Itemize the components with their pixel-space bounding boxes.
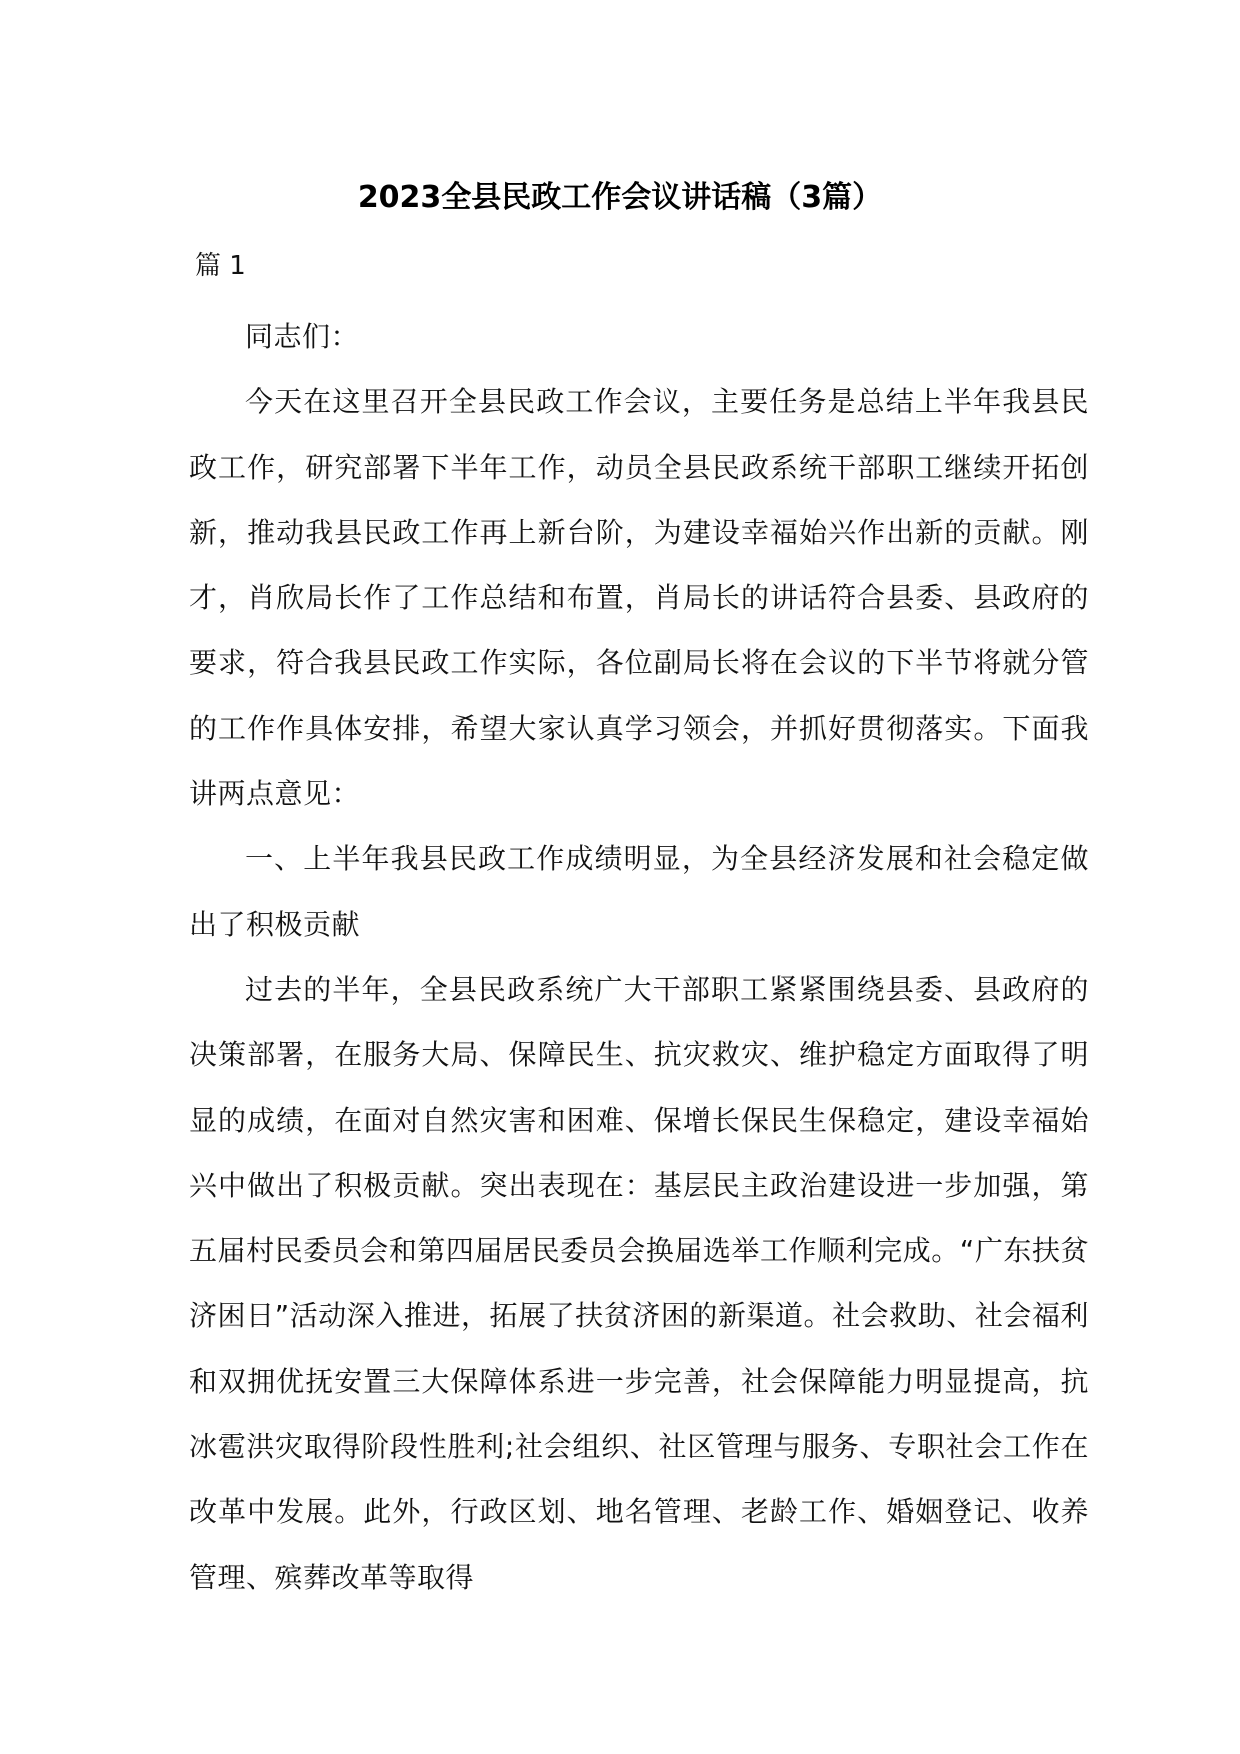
heading-paragraph: 一、上半年我县民政工作成绩明显，为全县经济发展和社会稳定做出了积极贡献: [189, 842, 1089, 941]
intro-paragraph: 今天在这里召开全县民政工作会议，主要任务是总结上半年我县民政工作，研究部署下半年工作，动员全县民政系统干部职工继续开拓创新，推动我县民政工作再上新台阶，为建设幸福始兴作出新的贡献。刚才，肖欣局长作了工作总结和布置，肖局长的讲话符合县委、县政府的要求，符合我县民政工作实际，各位副局长将在会议的下半节将就分管的工作作具体安排，希望大家认真学习领会，并抓好贯彻落实。下面我讲两点意见：: [189, 385, 1089, 811]
document-body: [189, 304, 1089, 1610]
salutation-paragraph: 同志们：: [245, 320, 360, 353]
section-label: 篇 1: [195, 251, 246, 281]
body-paragraph: 过去的半年，全县民政系统广大干部职工紧紧围绕县委、县政府的决策部署，在服务大局、保障民生、抗灾救灾、维护稳定方面取得了明显的成绩，在面对自然灾害和困难、保增长保民生保稳定，建设幸福始兴中做出了积极贡献。突出表现在：基层民主政治建设进一步加强，第五届村民委员会和第四届居民委员会换届选举工作顺利完成。“广东扶贫济困日”活动深入推进，拓展了扶贫济困的新渠道。社会救助、社会福利和双拥优抚安置三大保障体系进一步完善，社会保障能力明显提高，抗冰雹洪灾取得阶段性胜利;社会组织、社区管理与服务、专职社会工作在改革中发展。此外，行政区划、地名管理、老龄工作、婚姻登记、收养管理、殡葬改革等取得: [189, 972, 1089, 1594]
document-title: 2023全县民政工作会议讲话稿（3篇）: [357, 180, 883, 215]
